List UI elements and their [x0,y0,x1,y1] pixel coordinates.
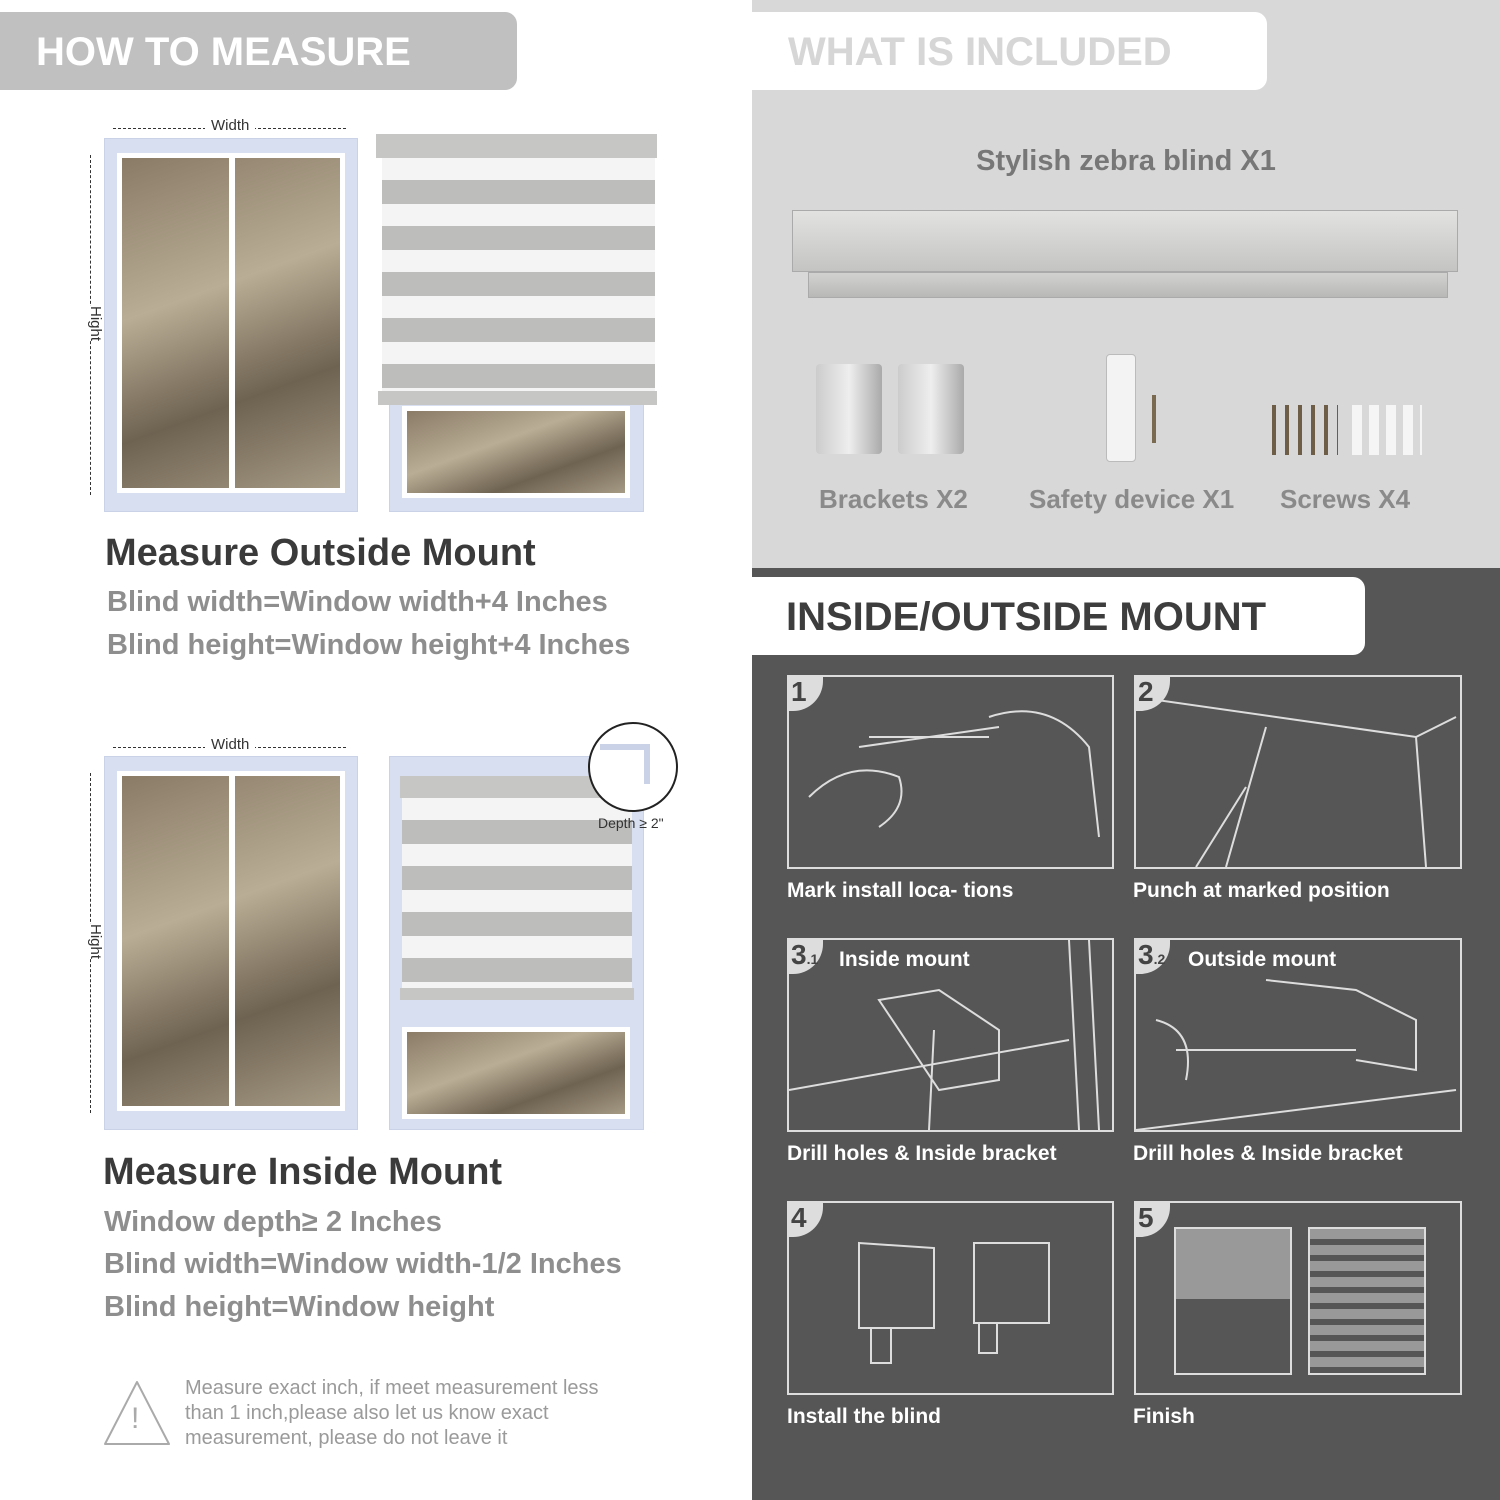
step-number: 1 [787,675,823,711]
inside-outside-mount-banner: INSIDE/OUTSIDE MOUNT [752,577,1365,655]
safety-device-label: Safety device X1 [1029,484,1235,514]
how-to-measure-banner: HOW TO MEASURE [0,12,517,90]
outside-mount-height-rule: Blind height=Window height+4 Inches [107,629,631,661]
blind-lowered-icon [1308,1227,1426,1375]
bracket-image [816,364,882,454]
inside-mount-depth-rule: Window depth≥ 2 Inches [104,1206,442,1238]
bracket-image [898,364,964,454]
outside-mount-title: Measure Outside Mount [105,532,536,574]
step-4-illustration [787,1201,1114,1395]
height-label: Hight [87,923,105,960]
step-5-illustration [1134,1201,1462,1395]
step-1-caption: Mark install loca- tions [787,879,1014,902]
step-5-caption: Finish [1133,1405,1195,1428]
inside-mount-diagram [0,728,752,1138]
step-1-illustration [787,675,1114,869]
screw-image [1152,395,1156,443]
brackets-label: Brackets X2 [819,484,968,514]
depth-detail-circle [588,722,678,812]
step-4-caption: Install the blind [787,1405,942,1428]
step-2-illustration [1134,675,1462,869]
zebra-blind-label: Stylish zebra blind X1 [976,145,1276,177]
step-3-2-title: Outside mount [1188,948,1337,971]
step-number: 3.2 [1134,938,1170,974]
warning-text: Measure exact inch, if meet measurement less than 1 inch,please also let us know exact measurement, please do not leave it [185,1377,599,1449]
outside-mount-diagram [0,110,752,520]
width-label: Width [205,736,255,753]
safety-device-image [1106,354,1136,462]
inside-mount-height-rule: Blind height=Window height [104,1291,495,1323]
step-number: 3.1 [787,938,823,974]
blind-bottom-rail [378,391,657,405]
step-2-caption: Punch at marked position [1133,879,1390,902]
blind-raised-icon [1174,1227,1292,1375]
blind-headrail [376,134,657,158]
step-3-2-illustration [1134,938,1462,1132]
screws-label: Screws X4 [1280,484,1411,514]
what-is-included-banner: WHAT IS INCLUDED [752,12,1267,90]
window-image [104,138,358,512]
step-number: 5 [1134,1201,1170,1237]
step-number: 4 [787,1201,823,1237]
window-image [104,756,358,1130]
inside-mount-title: Measure Inside Mount [103,1151,503,1193]
step-number: 2 [1134,675,1170,711]
step-3-1-caption: Drill holes & Inside bracket [787,1142,1057,1165]
screws-image [1272,405,1338,455]
warning-triangle-icon: ! [103,1378,171,1448]
step-3-1-title: Inside mount [839,948,970,971]
step-3-1-illustration [787,938,1114,1132]
anchors-image [1352,405,1422,455]
depth-label: Depth ≥ 2" [598,815,664,831]
headrail-image [792,210,1458,272]
inside-mount-width-rule: Blind width=Window width-1/2 Inches [104,1248,622,1280]
zebra-blind-fabric [382,158,655,393]
step-3-2-caption: Drill holes & Inside bracket [1133,1142,1403,1165]
outside-mount-width-rule: Blind width=Window width+4 Inches [107,586,608,618]
height-label: Hight [87,305,105,342]
width-label: Width [205,117,255,134]
